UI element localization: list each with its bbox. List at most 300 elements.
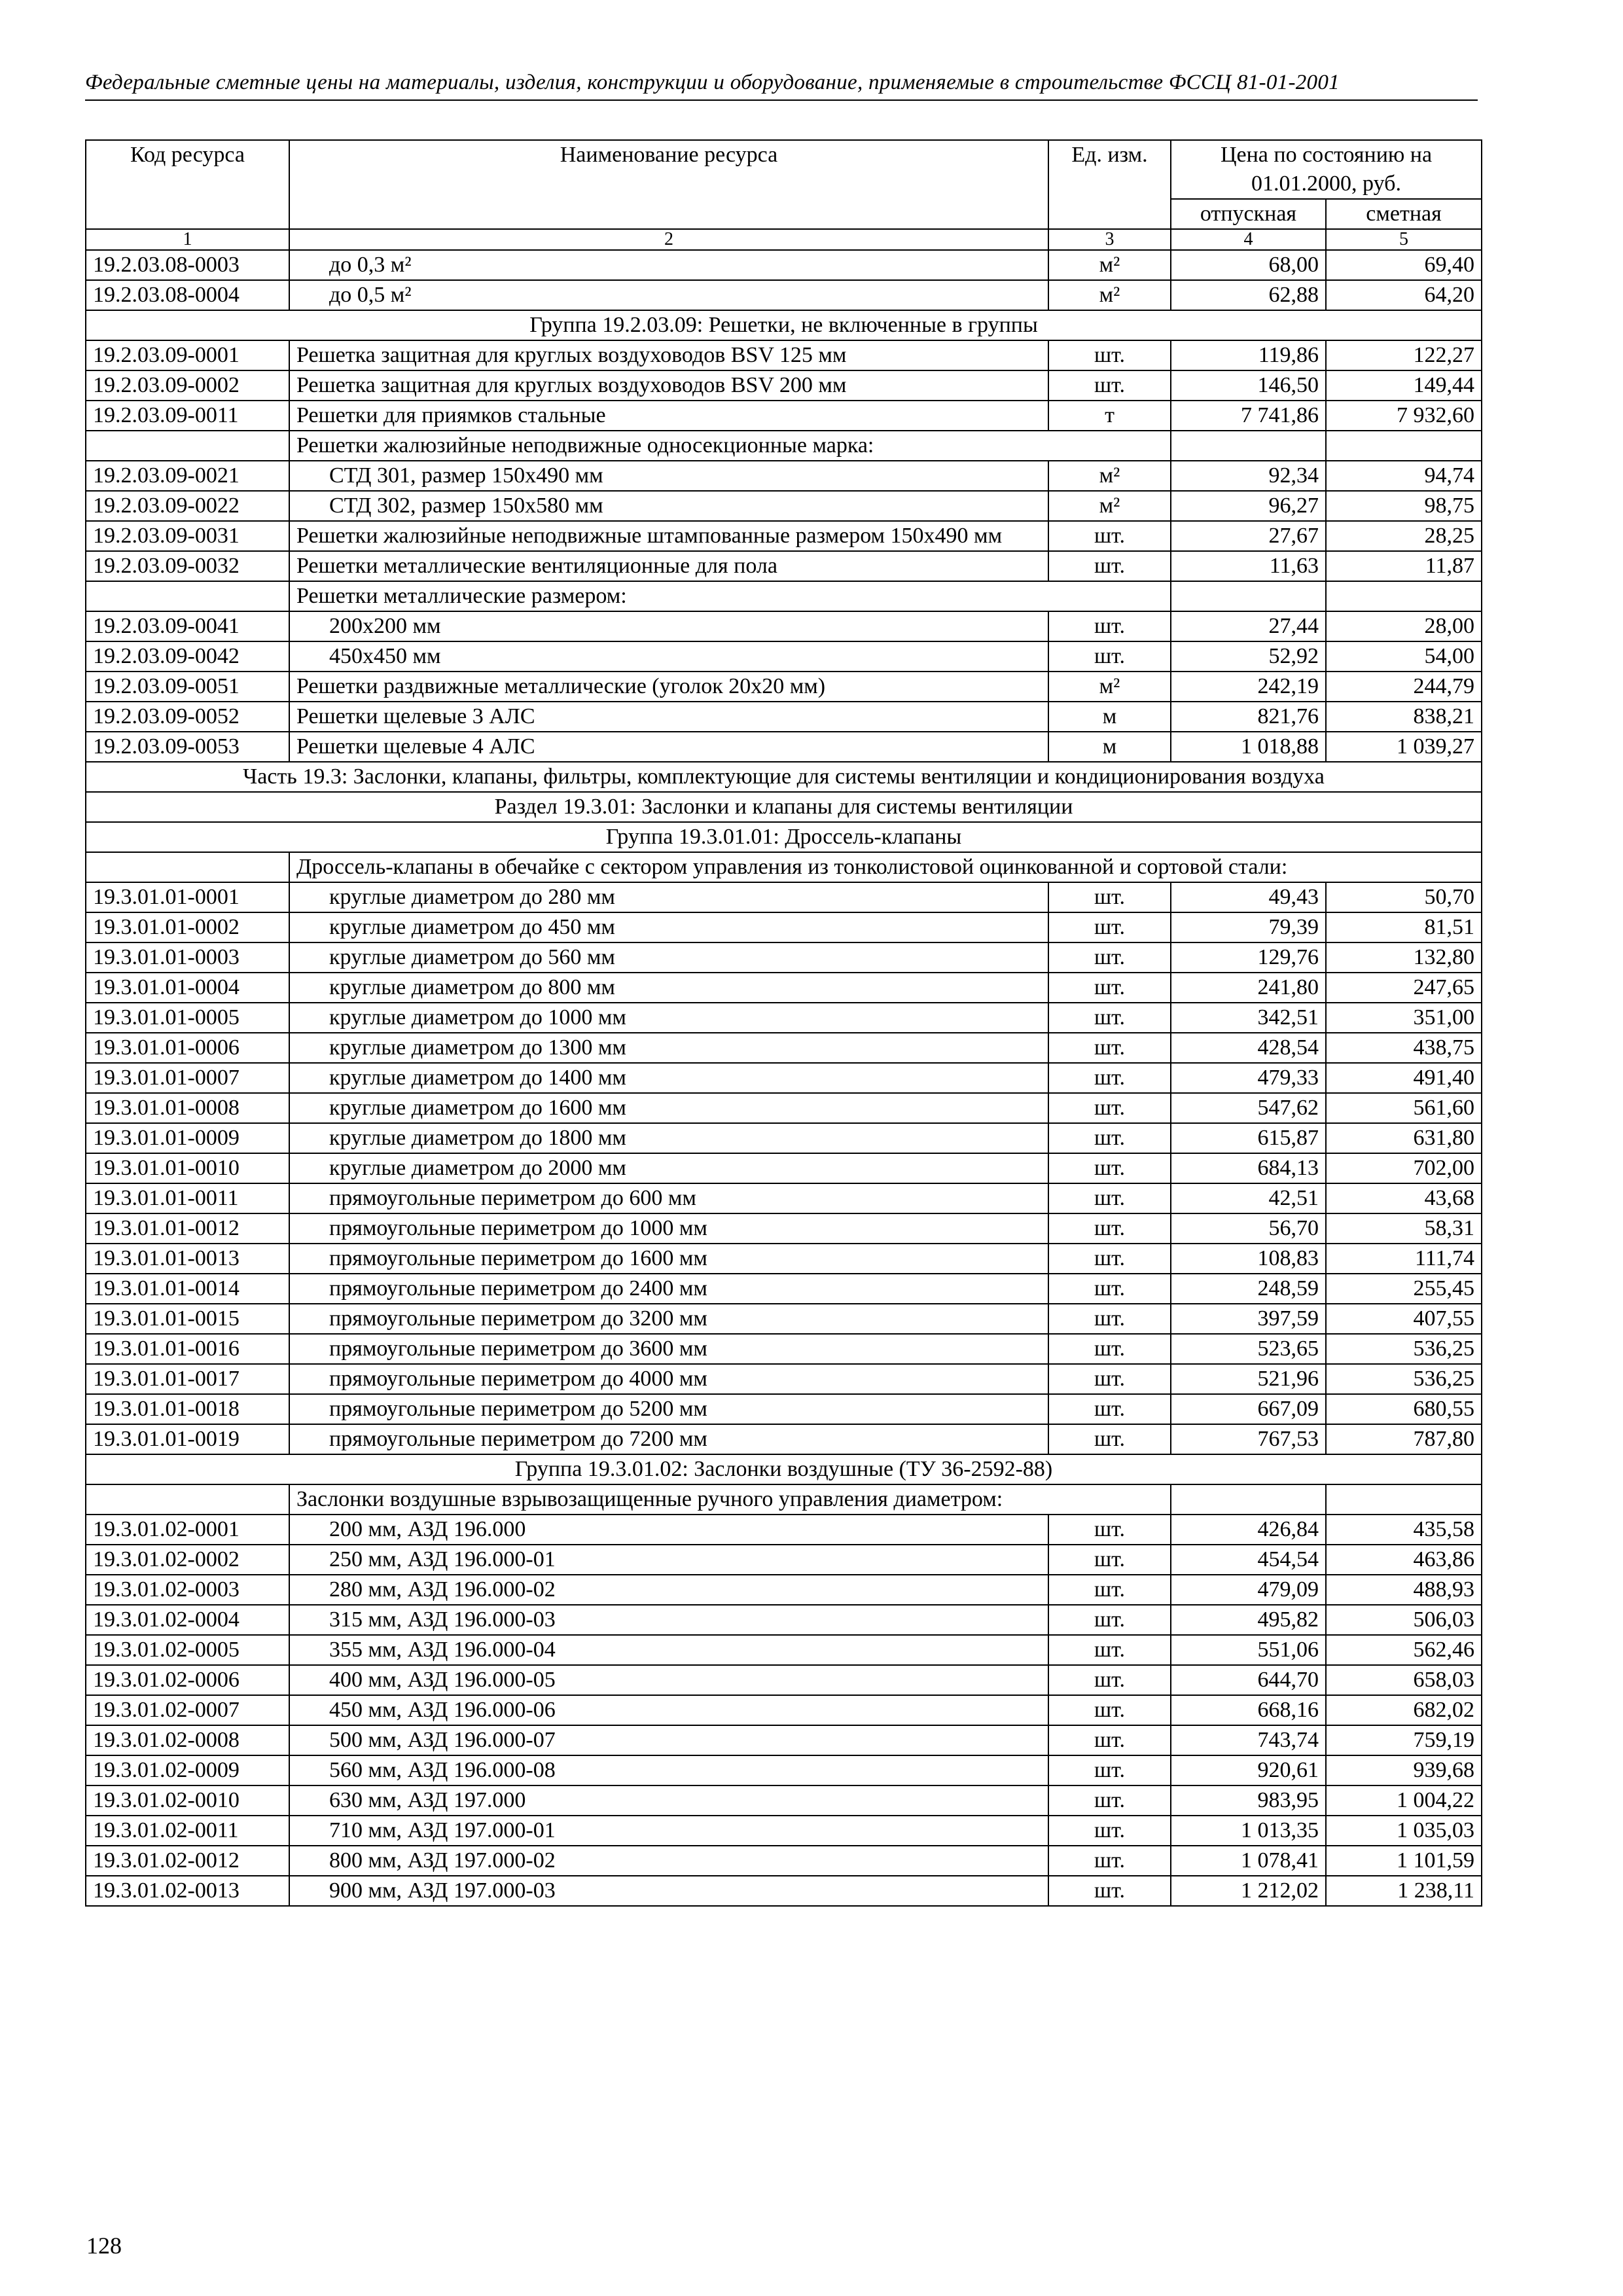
resource-name: круглые диаметром до 1600 мм bbox=[289, 1093, 1048, 1123]
price-release: 684,13 bbox=[1171, 1153, 1326, 1183]
resource-code: 19.2.03.09-0011 bbox=[86, 401, 289, 431]
resource-code: 19.3.01.01-0006 bbox=[86, 1033, 289, 1063]
resource-unit: шт. bbox=[1048, 1213, 1171, 1244]
empty-price-cell bbox=[1326, 1484, 1482, 1515]
resource-code: 19.2.03.08-0004 bbox=[86, 280, 289, 310]
price-release: 495,82 bbox=[1171, 1605, 1326, 1635]
price-estimate: 680,55 bbox=[1326, 1394, 1482, 1424]
resource-code: 19.3.01.01-0019 bbox=[86, 1424, 289, 1454]
resource-code: 19.3.01.01-0010 bbox=[86, 1153, 289, 1183]
resource-unit: шт. bbox=[1048, 1545, 1171, 1575]
column-number: 3 bbox=[1048, 229, 1171, 250]
resource-unit: шт. bbox=[1048, 1394, 1171, 1424]
table-row bbox=[86, 1785, 1482, 1816]
price-estimate: 1 004,22 bbox=[1326, 1785, 1482, 1816]
resource-name: круглые диаметром до 800 мм bbox=[289, 973, 1048, 1003]
price-estimate: 536,25 bbox=[1326, 1364, 1482, 1394]
price-release: 743,74 bbox=[1171, 1725, 1326, 1755]
table-row bbox=[86, 1123, 1482, 1153]
table-row bbox=[86, 1394, 1482, 1424]
table-row bbox=[86, 942, 1482, 973]
resource-unit: шт. bbox=[1048, 973, 1171, 1003]
subheading-text: Решетки металлические размером: bbox=[289, 581, 1171, 611]
resource-unit: шт. bbox=[1048, 1033, 1171, 1063]
price-estimate: 50,70 bbox=[1326, 882, 1482, 912]
table-row bbox=[86, 1153, 1482, 1183]
price-estimate: 939,68 bbox=[1326, 1755, 1482, 1785]
resource-code: 19.2.03.09-0042 bbox=[86, 641, 289, 672]
resource-name: 280 мм, АЗД 196.000-02 bbox=[289, 1575, 1048, 1605]
table-row bbox=[86, 1213, 1482, 1244]
resource-name: Решетка защитная для круглых воздуховодов BSV 125 мм bbox=[289, 340, 1048, 370]
empty-code-cell bbox=[86, 852, 289, 882]
resource-code: 19.3.01.02-0010 bbox=[86, 1785, 289, 1816]
resource-code: 19.2.03.09-0051 bbox=[86, 672, 289, 702]
resource-code: 19.3.01.01-0005 bbox=[86, 1003, 289, 1033]
price-table bbox=[85, 139, 1482, 1907]
subheading-row bbox=[86, 581, 1482, 611]
price-estimate: 244,79 bbox=[1326, 672, 1482, 702]
resource-code: 19.3.01.01-0007 bbox=[86, 1063, 289, 1093]
column-number: 4 bbox=[1171, 229, 1326, 250]
resource-unit: шт. bbox=[1048, 1635, 1171, 1665]
table-row bbox=[86, 340, 1482, 370]
resource-unit: шт. bbox=[1048, 1665, 1171, 1695]
price-estimate: 255,45 bbox=[1326, 1274, 1482, 1304]
price-release: 241,80 bbox=[1171, 973, 1326, 1003]
resource-code: 19.3.01.02-0005 bbox=[86, 1635, 289, 1665]
price-release: 479,09 bbox=[1171, 1575, 1326, 1605]
price-estimate: 631,80 bbox=[1326, 1123, 1482, 1153]
running-header: Федеральные сметные цены на материалы, изделия, конструкции и оборудование, применяемые в строительстве ФССЦ 81-01-2001 bbox=[85, 69, 1478, 101]
price-release: 62,88 bbox=[1171, 280, 1326, 310]
resource-name: круглые диаметром до 280 мм bbox=[289, 882, 1048, 912]
resource-code: 19.3.01.01-0001 bbox=[86, 882, 289, 912]
price-release: 7 741,86 bbox=[1171, 401, 1326, 431]
empty-price-cell bbox=[1326, 581, 1482, 611]
price-estimate: 1 035,03 bbox=[1326, 1816, 1482, 1846]
resource-unit: шт. bbox=[1048, 1274, 1171, 1304]
resource-name: круглые диаметром до 1800 мм bbox=[289, 1123, 1048, 1153]
price-release: 615,87 bbox=[1171, 1123, 1326, 1153]
group-heading: Группа 19.2.03.09: Решетки, не включенные в группы bbox=[86, 310, 1482, 340]
price-release: 397,59 bbox=[1171, 1304, 1326, 1334]
subheading-text: Решетки жалюзийные неподвижные односекционные марка: bbox=[289, 431, 1171, 461]
header-code: Код ресурса bbox=[86, 140, 289, 229]
page-number: 128 bbox=[86, 2233, 122, 2259]
price-estimate: 506,03 bbox=[1326, 1605, 1482, 1635]
subheading-text: Заслонки воздушные взрывозащищенные ручного управления диаметром: bbox=[289, 1484, 1171, 1515]
price-release: 42,51 bbox=[1171, 1183, 1326, 1213]
table-row bbox=[86, 1033, 1482, 1063]
resource-unit: шт. bbox=[1048, 1755, 1171, 1785]
table-row bbox=[86, 1635, 1482, 1665]
resource-unit: шт. bbox=[1048, 882, 1171, 912]
resource-name: круглые диаметром до 1400 мм bbox=[289, 1063, 1048, 1093]
resource-name: Решетки щелевые 4 АЛС bbox=[289, 732, 1048, 762]
resource-unit: шт. bbox=[1048, 641, 1171, 672]
table-body bbox=[86, 250, 1482, 1906]
price-release: 551,06 bbox=[1171, 1635, 1326, 1665]
group-heading-row bbox=[86, 310, 1482, 340]
table-row bbox=[86, 1876, 1482, 1906]
table-row bbox=[86, 1846, 1482, 1876]
price-release: 11,63 bbox=[1171, 551, 1326, 581]
table-row bbox=[86, 250, 1482, 280]
resource-name: СТД 302, размер 150х580 мм bbox=[289, 491, 1048, 521]
resource-unit: т bbox=[1048, 401, 1171, 431]
part-heading: Часть 19.3: Заслонки, клапаны, фильтры, комплектующие для системы вентиляции и кондиционирования воздуха bbox=[86, 762, 1482, 792]
price-release: 523,65 bbox=[1171, 1334, 1326, 1364]
resource-unit: шт. bbox=[1048, 912, 1171, 942]
resource-unit: м² bbox=[1048, 461, 1171, 491]
resource-unit: шт. bbox=[1048, 1364, 1171, 1394]
resource-code: 19.3.01.02-0004 bbox=[86, 1605, 289, 1635]
header-price-release: отпускная bbox=[1171, 199, 1326, 229]
resource-name: прямоугольные периметром до 3200 мм bbox=[289, 1304, 1048, 1334]
resource-code: 19.3.01.02-0013 bbox=[86, 1876, 289, 1906]
resource-unit: шт. bbox=[1048, 1846, 1171, 1876]
price-estimate: 702,00 bbox=[1326, 1153, 1482, 1183]
table-row bbox=[86, 1274, 1482, 1304]
resource-unit: шт. bbox=[1048, 1123, 1171, 1153]
resource-unit: шт. bbox=[1048, 1695, 1171, 1725]
resource-code: 19.2.03.09-0041 bbox=[86, 611, 289, 641]
section-heading-row bbox=[86, 792, 1482, 822]
resource-unit: шт. bbox=[1048, 1605, 1171, 1635]
table-row bbox=[86, 882, 1482, 912]
resource-unit: шт. bbox=[1048, 1153, 1171, 1183]
table-row bbox=[86, 1755, 1482, 1785]
table-row bbox=[86, 1725, 1482, 1755]
resource-name: прямоугольные периметром до 1600 мм bbox=[289, 1244, 1048, 1274]
resource-code: 19.3.01.02-0002 bbox=[86, 1545, 289, 1575]
resource-name: 560 мм, АЗД 196.000-08 bbox=[289, 1755, 1048, 1785]
resource-unit: шт. bbox=[1048, 1424, 1171, 1454]
resource-code: 19.2.03.09-0052 bbox=[86, 702, 289, 732]
resource-name: 450х450 мм bbox=[289, 641, 1048, 672]
resource-unit: шт. bbox=[1048, 1816, 1171, 1846]
resource-name: 630 мм, АЗД 197.000 bbox=[289, 1785, 1048, 1816]
resource-code: 19.3.01.01-0014 bbox=[86, 1274, 289, 1304]
resource-name: Решетка защитная для круглых воздуховодов BSV 200 мм bbox=[289, 370, 1048, 401]
table-row bbox=[86, 912, 1482, 942]
resource-name: 200 мм, АЗД 196.000 bbox=[289, 1515, 1048, 1545]
resource-code: 19.3.01.01-0011 bbox=[86, 1183, 289, 1213]
price-estimate: 1 238,11 bbox=[1326, 1876, 1482, 1906]
resource-name: 400 мм, АЗД 196.000-05 bbox=[289, 1665, 1048, 1695]
price-release: 129,76 bbox=[1171, 942, 1326, 973]
resource-unit: шт. bbox=[1048, 340, 1171, 370]
table-row bbox=[86, 1244, 1482, 1274]
resource-code: 19.3.01.02-0008 bbox=[86, 1725, 289, 1755]
resource-code: 19.2.03.09-0002 bbox=[86, 370, 289, 401]
price-estimate: 1 101,59 bbox=[1326, 1846, 1482, 1876]
price-estimate: 351,00 bbox=[1326, 1003, 1482, 1033]
price-estimate: 28,00 bbox=[1326, 611, 1482, 641]
price-estimate: 43,68 bbox=[1326, 1183, 1482, 1213]
subheading-row bbox=[86, 1484, 1482, 1515]
price-release: 49,43 bbox=[1171, 882, 1326, 912]
price-estimate: 491,40 bbox=[1326, 1063, 1482, 1093]
table-row bbox=[86, 280, 1482, 310]
resource-unit: шт. bbox=[1048, 1785, 1171, 1816]
resource-code: 19.3.01.02-0011 bbox=[86, 1816, 289, 1846]
price-release: 68,00 bbox=[1171, 250, 1326, 280]
resource-unit: м² bbox=[1048, 250, 1171, 280]
price-release: 242,19 bbox=[1171, 672, 1326, 702]
resource-unit: шт. bbox=[1048, 1003, 1171, 1033]
price-estimate: 7 932,60 bbox=[1326, 401, 1482, 431]
price-release: 248,59 bbox=[1171, 1274, 1326, 1304]
table-row bbox=[86, 1003, 1482, 1033]
price-release: 767,53 bbox=[1171, 1424, 1326, 1454]
price-estimate: 247,65 bbox=[1326, 973, 1482, 1003]
resource-code: 19.3.01.02-0001 bbox=[86, 1515, 289, 1545]
price-estimate: 562,46 bbox=[1326, 1635, 1482, 1665]
group-heading-row bbox=[86, 822, 1482, 852]
part-heading-row bbox=[86, 762, 1482, 792]
table-row bbox=[86, 1665, 1482, 1695]
price-estimate: 58,31 bbox=[1326, 1213, 1482, 1244]
resource-unit: шт. bbox=[1048, 1093, 1171, 1123]
resource-code: 19.2.03.09-0001 bbox=[86, 340, 289, 370]
resource-name: 900 мм, АЗД 197.000-03 bbox=[289, 1876, 1048, 1906]
resource-name: 500 мм, АЗД 196.000-07 bbox=[289, 1725, 1048, 1755]
price-estimate: 536,25 bbox=[1326, 1334, 1482, 1364]
resource-name: 355 мм, АЗД 196.000-04 bbox=[289, 1635, 1048, 1665]
resource-name: Решетки щелевые 3 АЛС bbox=[289, 702, 1048, 732]
column-numbers-row bbox=[86, 229, 1482, 250]
table-row bbox=[86, 1424, 1482, 1454]
price-estimate: 111,74 bbox=[1326, 1244, 1482, 1274]
price-estimate: 759,19 bbox=[1326, 1725, 1482, 1755]
resource-unit: шт. bbox=[1048, 942, 1171, 973]
subheading-row bbox=[86, 431, 1482, 461]
resource-name: прямоугольные периметром до 600 мм bbox=[289, 1183, 1048, 1213]
resource-name: прямоугольные периметром до 2400 мм bbox=[289, 1274, 1048, 1304]
table-row bbox=[86, 1575, 1482, 1605]
resource-code: 19.2.03.09-0021 bbox=[86, 461, 289, 491]
price-estimate: 132,80 bbox=[1326, 942, 1482, 973]
price-release: 96,27 bbox=[1171, 491, 1326, 521]
price-estimate: 438,75 bbox=[1326, 1033, 1482, 1063]
resource-unit: м bbox=[1048, 702, 1171, 732]
price-estimate: 407,55 bbox=[1326, 1304, 1482, 1334]
price-release: 479,33 bbox=[1171, 1063, 1326, 1093]
table-row bbox=[86, 702, 1482, 732]
price-release: 426,84 bbox=[1171, 1515, 1326, 1545]
price-release: 821,76 bbox=[1171, 702, 1326, 732]
table-row bbox=[86, 521, 1482, 551]
price-estimate: 435,58 bbox=[1326, 1515, 1482, 1545]
resource-name: Решетки жалюзийные неподвижные штампованные размером 150х490 мм bbox=[289, 521, 1048, 551]
resource-name: прямоугольные периметром до 4000 мм bbox=[289, 1364, 1048, 1394]
resource-name: круглые диаметром до 1300 мм bbox=[289, 1033, 1048, 1063]
resource-code: 19.3.01.01-0002 bbox=[86, 912, 289, 942]
price-release: 428,54 bbox=[1171, 1033, 1326, 1063]
price-estimate: 98,75 bbox=[1326, 491, 1482, 521]
resource-unit: шт. bbox=[1048, 1063, 1171, 1093]
price-estimate: 54,00 bbox=[1326, 641, 1482, 672]
resource-unit: м² bbox=[1048, 672, 1171, 702]
resource-name: 450 мм, АЗД 196.000-06 bbox=[289, 1695, 1048, 1725]
table-row bbox=[86, 973, 1482, 1003]
resource-code: 19.3.01.02-0012 bbox=[86, 1846, 289, 1876]
resource-code: 19.3.01.01-0015 bbox=[86, 1304, 289, 1334]
table-row bbox=[86, 1304, 1482, 1334]
resource-unit: шт. bbox=[1048, 611, 1171, 641]
price-release: 56,70 bbox=[1171, 1213, 1326, 1244]
empty-code-cell bbox=[86, 1484, 289, 1515]
price-estimate: 94,74 bbox=[1326, 461, 1482, 491]
column-number: 1 bbox=[86, 229, 289, 250]
table-row bbox=[86, 1364, 1482, 1394]
price-release: 1 078,41 bbox=[1171, 1846, 1326, 1876]
header-unit: Ед. изм. bbox=[1048, 140, 1171, 229]
resource-code: 19.3.01.02-0003 bbox=[86, 1575, 289, 1605]
price-release: 1 212,02 bbox=[1171, 1876, 1326, 1906]
group-heading: Группа 19.3.01.02: Заслонки воздушные (ТУ 36-2592-88) bbox=[86, 1454, 1482, 1484]
price-estimate: 28,25 bbox=[1326, 521, 1482, 551]
resource-name: прямоугольные периметром до 3600 мм bbox=[289, 1334, 1048, 1364]
resource-unit: шт. bbox=[1048, 1725, 1171, 1755]
resource-unit: м² bbox=[1048, 280, 1171, 310]
column-number: 2 bbox=[289, 229, 1048, 250]
resource-name: СТД 301, размер 150х490 мм bbox=[289, 461, 1048, 491]
header-price-estimate: сметная bbox=[1326, 199, 1482, 229]
resource-unit: шт. bbox=[1048, 1183, 1171, 1213]
resource-code: 19.2.03.09-0022 bbox=[86, 491, 289, 521]
table-row bbox=[86, 611, 1482, 641]
subheading-row bbox=[86, 852, 1482, 882]
resource-code: 19.2.03.09-0032 bbox=[86, 551, 289, 581]
table-row bbox=[86, 1334, 1482, 1364]
price-release: 668,16 bbox=[1171, 1695, 1326, 1725]
resource-name: 800 мм, АЗД 197.000-02 bbox=[289, 1846, 1048, 1876]
header-price: Цена по состоянию на 01.01.2000, руб. bbox=[1171, 140, 1482, 199]
price-estimate: 787,80 bbox=[1326, 1424, 1482, 1454]
resource-unit: шт. bbox=[1048, 1244, 1171, 1274]
table-row bbox=[86, 551, 1482, 581]
resource-name: 200х200 мм bbox=[289, 611, 1048, 641]
resource-code: 19.3.01.01-0013 bbox=[86, 1244, 289, 1274]
column-number: 5 bbox=[1326, 229, 1482, 250]
resource-name: Решетки металлические вентиляционные для пола bbox=[289, 551, 1048, 581]
empty-price-cell bbox=[1326, 431, 1482, 461]
price-estimate: 463,86 bbox=[1326, 1545, 1482, 1575]
resource-name: Решетки для приямков стальные bbox=[289, 401, 1048, 431]
table-row bbox=[86, 491, 1482, 521]
resource-name: круглые диаметром до 450 мм bbox=[289, 912, 1048, 942]
price-release: 920,61 bbox=[1171, 1755, 1326, 1785]
resource-code: 19.3.01.02-0007 bbox=[86, 1695, 289, 1725]
empty-code-cell bbox=[86, 431, 289, 461]
price-estimate: 81,51 bbox=[1326, 912, 1482, 942]
price-release: 52,92 bbox=[1171, 641, 1326, 672]
price-estimate: 69,40 bbox=[1326, 250, 1482, 280]
price-estimate: 122,27 bbox=[1326, 340, 1482, 370]
section-heading: Раздел 19.3.01: Заслонки и клапаны для системы вентиляции bbox=[86, 792, 1482, 822]
subheading-text: Дроссель-клапаны в обечайке с сектором управления из тонколистовой оцинкованной и сортовой стали: bbox=[289, 852, 1482, 882]
resource-code: 19.3.01.01-0008 bbox=[86, 1093, 289, 1123]
resource-unit: м² bbox=[1048, 491, 1171, 521]
resource-name: до 0,3 м² bbox=[289, 250, 1048, 280]
table-row bbox=[86, 1695, 1482, 1725]
table-header bbox=[86, 140, 1482, 250]
table-row bbox=[86, 1545, 1482, 1575]
price-estimate: 64,20 bbox=[1326, 280, 1482, 310]
price-release: 108,83 bbox=[1171, 1244, 1326, 1274]
resource-code: 19.3.01.01-0012 bbox=[86, 1213, 289, 1244]
resource-unit: м bbox=[1048, 732, 1171, 762]
table-row bbox=[86, 1183, 1482, 1213]
resource-name: 710 мм, АЗД 197.000-01 bbox=[289, 1816, 1048, 1846]
resource-code: 19.3.01.01-0016 bbox=[86, 1334, 289, 1364]
price-estimate: 682,02 bbox=[1326, 1695, 1482, 1725]
resource-name: круглые диаметром до 560 мм bbox=[289, 942, 1048, 973]
resource-unit: шт. bbox=[1048, 1304, 1171, 1334]
resource-name: 315 мм, АЗД 196.000-03 bbox=[289, 1605, 1048, 1635]
resource-unit: шт. bbox=[1048, 1575, 1171, 1605]
resource-code: 19.3.01.01-0018 bbox=[86, 1394, 289, 1424]
price-release: 1 018,88 bbox=[1171, 732, 1326, 762]
price-release: 79,39 bbox=[1171, 912, 1326, 942]
price-estimate: 658,03 bbox=[1326, 1665, 1482, 1695]
price-release: 1 013,35 bbox=[1171, 1816, 1326, 1846]
price-release: 92,34 bbox=[1171, 461, 1326, 491]
resource-code: 19.3.01.01-0004 bbox=[86, 973, 289, 1003]
empty-code-cell bbox=[86, 581, 289, 611]
resource-name: Решетки раздвижные металлические (уголок 20х20 мм) bbox=[289, 672, 1048, 702]
table-row bbox=[86, 732, 1482, 762]
table-row bbox=[86, 1816, 1482, 1846]
price-release: 119,86 bbox=[1171, 340, 1326, 370]
resource-unit: шт. bbox=[1048, 551, 1171, 581]
resource-unit: шт. bbox=[1048, 1515, 1171, 1545]
resource-unit: шт. bbox=[1048, 1334, 1171, 1364]
resource-code: 19.3.01.01-0003 bbox=[86, 942, 289, 973]
table-row bbox=[86, 370, 1482, 401]
resource-code: 19.3.01.02-0009 bbox=[86, 1755, 289, 1785]
table-row bbox=[86, 1515, 1482, 1545]
price-release: 454,54 bbox=[1171, 1545, 1326, 1575]
empty-price-cell bbox=[1171, 431, 1326, 461]
price-estimate: 561,60 bbox=[1326, 1093, 1482, 1123]
empty-price-cell bbox=[1171, 1484, 1326, 1515]
resource-name: 250 мм, АЗД 196.000-01 bbox=[289, 1545, 1048, 1575]
price-release: 146,50 bbox=[1171, 370, 1326, 401]
price-estimate: 11,87 bbox=[1326, 551, 1482, 581]
resource-name: прямоугольные периметром до 1000 мм bbox=[289, 1213, 1048, 1244]
table-row bbox=[86, 1605, 1482, 1635]
price-release: 27,44 bbox=[1171, 611, 1326, 641]
table-row bbox=[86, 461, 1482, 491]
table-row bbox=[86, 672, 1482, 702]
price-estimate: 488,93 bbox=[1326, 1575, 1482, 1605]
resource-name: до 0,5 м² bbox=[289, 280, 1048, 310]
resource-code: 19.3.01.01-0009 bbox=[86, 1123, 289, 1153]
price-release: 667,09 bbox=[1171, 1394, 1326, 1424]
price-release: 983,95 bbox=[1171, 1785, 1326, 1816]
price-release: 27,67 bbox=[1171, 521, 1326, 551]
price-release: 521,96 bbox=[1171, 1364, 1326, 1394]
table-row bbox=[86, 641, 1482, 672]
group-heading-row bbox=[86, 1454, 1482, 1484]
price-estimate: 838,21 bbox=[1326, 702, 1482, 732]
resource-code: 19.2.03.08-0003 bbox=[86, 250, 289, 280]
empty-price-cell bbox=[1171, 581, 1326, 611]
